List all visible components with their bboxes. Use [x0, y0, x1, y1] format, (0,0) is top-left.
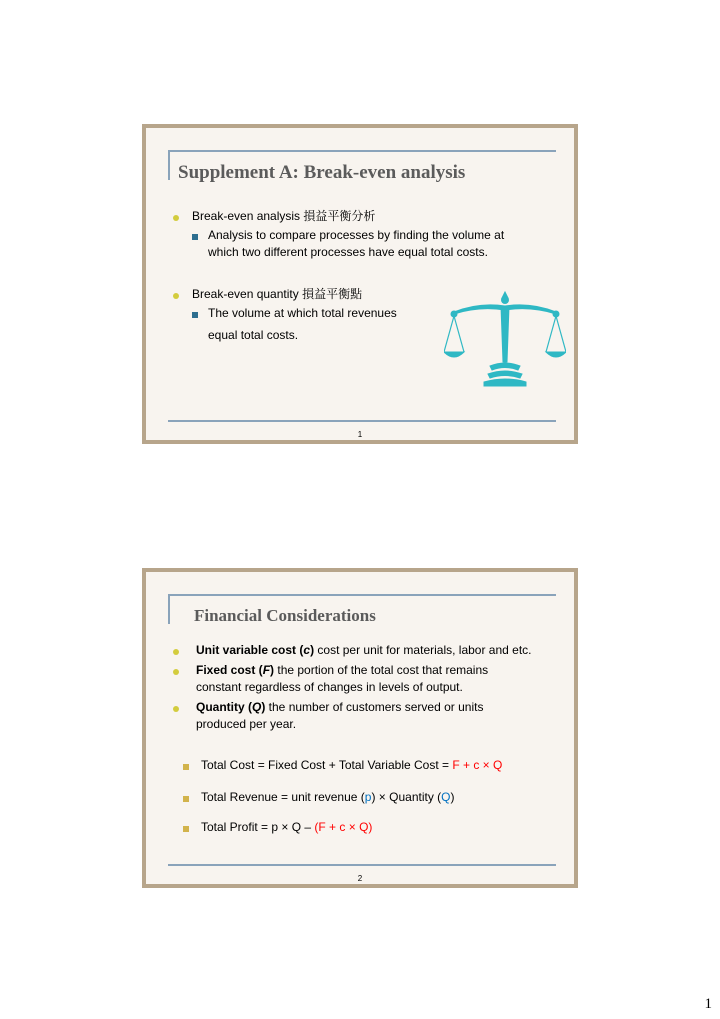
symbol: c — [303, 643, 311, 657]
formula-text: Total Revenue = unit revenue ( — [201, 790, 365, 804]
formula-text: ) × Quantity ( — [371, 790, 442, 804]
top-rule — [168, 150, 556, 152]
bullet-dot — [173, 706, 179, 712]
bullet-break-even-analysis: Break-even analysis 損益平衡分析 — [192, 209, 376, 223]
term: Quantity ( — [196, 700, 252, 714]
bottom-rule — [168, 864, 556, 866]
formula-total-revenue — [201, 789, 455, 806]
term: Unit variable cost ( — [196, 643, 304, 657]
formula-text: ) — [450, 790, 455, 804]
formula-symbol: p — [364, 790, 372, 804]
symbol: Q — [252, 700, 262, 714]
sub-bullet-square — [192, 312, 198, 318]
slide-page-number: 1 — [357, 430, 363, 439]
title-accent-line — [168, 150, 170, 180]
bullet-dot — [173, 215, 179, 221]
slide-2 — [142, 568, 578, 888]
formula-label: Total Profit = p × Q – — [201, 820, 315, 834]
formula-bullet — [183, 826, 189, 832]
bullet-dot — [173, 649, 179, 655]
sub-bullet-square — [192, 234, 198, 240]
bottom-rule — [168, 420, 556, 422]
formula-expression: F + c × Q — [452, 758, 503, 772]
bullet-break-even-quantity: Break-even quantity 損益平衡點 — [192, 287, 363, 301]
formula-symbol: Q — [441, 790, 451, 804]
document-page-number: 1 — [704, 996, 712, 1012]
top-rule — [168, 594, 556, 596]
term-close: ) — [310, 643, 315, 657]
sub-bullet-text-line: Analysis to compare processes by finding the volume at — [208, 228, 505, 242]
title-accent-line — [168, 594, 170, 624]
bullet-dot — [173, 293, 179, 299]
term-close: ) — [270, 663, 275, 677]
formula-bullet — [183, 764, 189, 770]
formula-expression: (F + c × Q) — [314, 820, 373, 834]
term-close: ) — [261, 700, 266, 714]
formula-bullet — [183, 796, 189, 802]
definition-text: cost per unit for materials, labor and etc. — [314, 643, 532, 657]
slide-page-number: 2 — [357, 874, 363, 883]
definition-continuation: produced per year. — [196, 717, 297, 731]
definition-text: the number of customers served or units — [265, 700, 484, 714]
formula-total-cost — [201, 757, 502, 774]
definition-text: the portion of the total cost that remains — [274, 663, 489, 677]
slide-1 — [142, 124, 578, 444]
definition-quantity — [196, 699, 483, 716]
slide-title: Supplement A: Break-even analysis — [178, 162, 466, 183]
slide-title: Financial Considerations — [194, 606, 376, 625]
sub-bullet-text-line: which two different processes have equal total costs. — [208, 245, 488, 259]
term: Fixed cost ( — [196, 663, 263, 677]
bullet-dot — [173, 669, 179, 675]
sub-bullet-text-line: equal total costs. — [208, 328, 299, 342]
sub-bullet-text-line: The volume at which total revenues — [208, 306, 397, 320]
definition-unit-variable-cost — [196, 642, 532, 659]
formula-total-profit — [201, 819, 372, 836]
symbol: F — [262, 663, 271, 677]
formula-label: Total Cost = Fixed Cost + Total Variable Cost = — [201, 758, 453, 772]
definition-fixed-cost — [196, 662, 488, 679]
balance-scale-icon — [444, 290, 566, 390]
definition-continuation: constant regardless of changes in levels of output. — [196, 680, 463, 694]
